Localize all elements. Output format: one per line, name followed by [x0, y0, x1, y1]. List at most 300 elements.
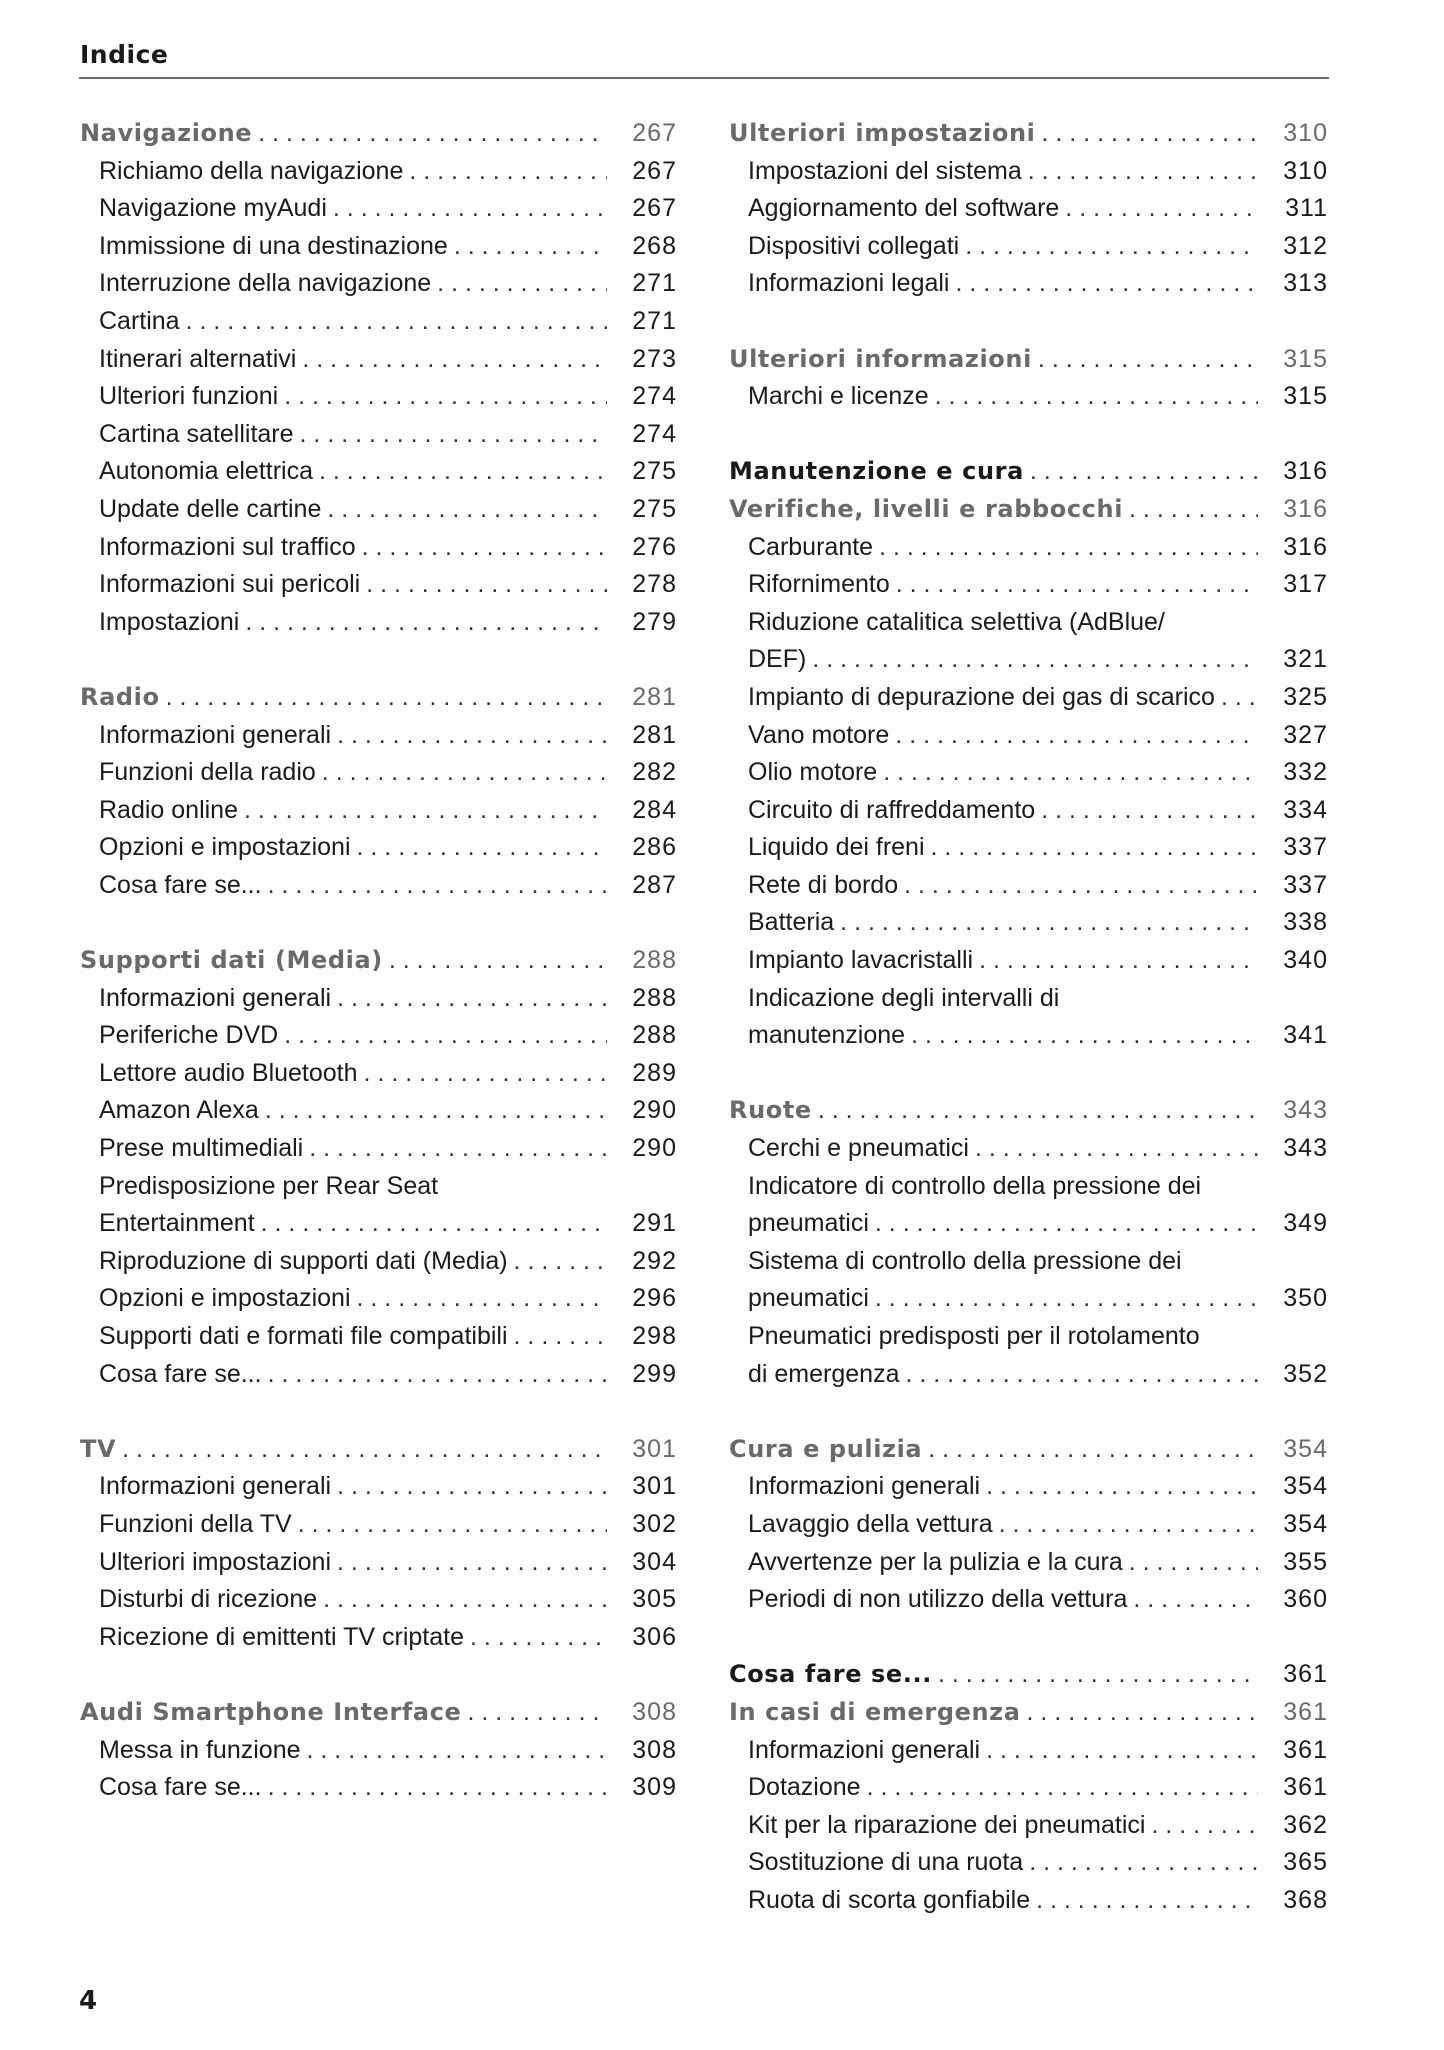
- toc-entry[interactable]: [729, 1468, 1328, 1506]
- toc-entry[interactable]: [80, 1168, 677, 1243]
- dot-leader: [364, 1055, 607, 1093]
- dot-leader: [302, 341, 607, 379]
- toc-entry-label: Lettore audio Bluetooth: [99, 1058, 358, 1087]
- toc-entry-label: Opzioni e impostazioni: [99, 1284, 351, 1313]
- dot-leader: [470, 1619, 607, 1657]
- toc-page-number: 337: [1283, 870, 1328, 899]
- dot-leader: [333, 190, 607, 228]
- toc-entry[interactable]: [729, 1807, 1328, 1845]
- dot-leader: [999, 1506, 1258, 1544]
- toc-entry-label-line1: Sistema di controllo della pressione dei: [748, 1246, 1182, 1275]
- toc-spacer: [80, 1656, 677, 1694]
- toc-page-number: 290: [632, 1134, 677, 1163]
- toc-entry[interactable]: [80, 1055, 677, 1093]
- toc-section-heading[interactable]: [80, 1431, 677, 1469]
- toc-entry-label: Supporti dati e formati file compatibili: [99, 1322, 508, 1350]
- dot-leader: [322, 754, 607, 792]
- toc-entry-label: Informazioni sui pericoli: [99, 570, 361, 599]
- toc-entry[interactable]: [729, 942, 1328, 980]
- toc-page-number: 275: [632, 457, 677, 486]
- dot-leader: [905, 1356, 1258, 1394]
- toc-spacer: [729, 1055, 1328, 1093]
- dot-leader: [309, 1130, 607, 1168]
- toc-entry[interactable]: [729, 1844, 1328, 1882]
- toc-entry-label: Messa in funzione: [99, 1735, 301, 1764]
- toc-entry-label: Interruzione della navigazione: [99, 269, 432, 298]
- toc-page-number: 365: [1283, 1848, 1328, 1877]
- toc-entry-label: Marchi e licenze: [748, 382, 929, 411]
- toc-spacer: [729, 416, 1328, 454]
- toc-entry[interactable]: [729, 529, 1328, 567]
- toc-left-column: [80, 115, 677, 1807]
- toc-page-number: 279: [632, 607, 677, 636]
- toc-page-number: 282: [632, 758, 677, 787]
- dot-leader: [454, 228, 607, 266]
- toc-entry[interactable]: [80, 1468, 677, 1506]
- toc-entry-label: Circuito di raffreddamento: [748, 795, 1036, 824]
- dot-leader: [840, 904, 1258, 942]
- toc-page-number: 361: [1283, 1660, 1328, 1689]
- toc-entry[interactable]: [80, 1356, 677, 1394]
- dot-leader: [1029, 1844, 1258, 1882]
- dot-leader: [323, 1581, 607, 1619]
- toc-entry[interactable]: [80, 265, 677, 303]
- toc-entry-label: Itinerari alternativi: [99, 344, 297, 373]
- toc-page-number: 321: [1283, 645, 1328, 674]
- toc-entry-label: DEF): [748, 645, 807, 674]
- toc-page-number: 278: [632, 570, 677, 599]
- toc-heading-label: Ruote: [729, 1096, 812, 1125]
- toc-entry[interactable]: [729, 604, 1328, 679]
- toc-page-number: 308: [632, 1697, 677, 1726]
- toc-entry[interactable]: [80, 792, 677, 830]
- dot-leader: [327, 491, 607, 529]
- toc-entry-label: Radio online: [99, 795, 238, 824]
- toc-page-number: 296: [632, 1284, 677, 1313]
- toc-entry[interactable]: [80, 1130, 677, 1168]
- toc-entry-label: Dispositivi collegati: [748, 231, 960, 260]
- dot-leader: [928, 1431, 1258, 1469]
- dot-leader: [261, 1205, 607, 1243]
- dot-leader: [362, 529, 607, 567]
- toc-entry[interactable]: [80, 416, 677, 454]
- toc-entry[interactable]: [729, 980, 1328, 1055]
- toc-page-number: 288: [632, 983, 677, 1012]
- toc-entry-label: Amazon Alexa: [99, 1096, 259, 1125]
- toc-entry-label: Informazioni sul traffico: [99, 532, 356, 561]
- toc-entry-label: Update delle cartine: [99, 494, 322, 523]
- toc-page-number: 298: [632, 1322, 677, 1350]
- toc-entry-label: Entertainment: [99, 1209, 255, 1238]
- dot-leader: [268, 1769, 607, 1807]
- toc-entry[interactable]: [729, 265, 1328, 303]
- toc-entry-label: Impianto di depurazione dei gas di scarico: [748, 682, 1215, 711]
- toc-entry-label: Vano motore: [748, 720, 890, 749]
- toc-entry[interactable]: [729, 1882, 1328, 1920]
- toc-entry[interactable]: [80, 566, 677, 604]
- dot-leader: [867, 1769, 1258, 1807]
- toc-entry[interactable]: [80, 491, 677, 529]
- dot-leader: [319, 453, 607, 491]
- dot-leader: [931, 829, 1258, 867]
- dot-leader: [956, 265, 1259, 303]
- toc-entry-label-line1: Indicazione degli intervalli di: [748, 983, 1060, 1012]
- toc-page-number: 315: [1283, 344, 1328, 373]
- toc-spacer: [729, 1619, 1328, 1657]
- dot-leader: [1041, 792, 1258, 830]
- toc-page-number: 305: [632, 1585, 677, 1614]
- toc-entry[interactable]: [80, 1581, 677, 1619]
- toc-entry[interactable]: [729, 566, 1328, 604]
- toc-page-number: 337: [1283, 833, 1328, 862]
- toc-entry-label-line1: Pneumatici predisposti per il rotolamento: [748, 1322, 1200, 1350]
- toc-entry[interactable]: [80, 190, 677, 228]
- toc-page-number: 311: [1285, 194, 1328, 223]
- toc-entry-label: Periodi di non utilizzo della vettura: [748, 1585, 1128, 1614]
- toc-entry-label: Impianto lavacristalli: [748, 946, 974, 975]
- dot-leader: [337, 1544, 607, 1582]
- toc-page-number: 315: [1283, 382, 1328, 411]
- toc-entry[interactable]: [80, 1769, 677, 1807]
- toc-spacer: [80, 904, 677, 942]
- toc-page-number: 313: [1283, 269, 1328, 298]
- dot-leader: [357, 1280, 607, 1318]
- toc-entry[interactable]: [80, 1544, 677, 1582]
- dot-leader: [389, 942, 607, 980]
- toc-page-number: 299: [632, 1359, 677, 1388]
- toc-section-heading[interactable]: [729, 1656, 1328, 1694]
- page-title: Indice: [80, 40, 169, 69]
- toc-entry-label: Riproduzione di supporti dati (Media): [99, 1246, 508, 1275]
- dot-leader: [258, 115, 607, 153]
- toc-page-number: 354: [1283, 1472, 1328, 1501]
- toc-section-heading[interactable]: [729, 453, 1328, 491]
- toc-page-number: 274: [632, 419, 677, 448]
- toc-page-number: 317: [1283, 570, 1328, 599]
- toc-entry-label: Cartina satellitare: [99, 419, 294, 448]
- dot-leader: [812, 641, 1258, 679]
- toc-entry-label: Disturbi di ricezione: [99, 1585, 318, 1614]
- toc-section-heading[interactable]: [729, 1092, 1328, 1130]
- toc-page-number: 309: [632, 1773, 677, 1802]
- toc-page-number: 350: [1283, 1284, 1328, 1313]
- toc-entry-label: Navigazione myAudi: [99, 194, 327, 223]
- toc-page-number: 361: [1283, 1735, 1328, 1764]
- toc-entry[interactable]: [729, 1318, 1328, 1393]
- toc-page-number: 325: [1283, 682, 1328, 711]
- toc-page-number: 343: [1283, 1134, 1328, 1163]
- toc-entry-label: Batteria: [748, 908, 835, 937]
- toc-entry-label: Richiamo della navigazione: [99, 156, 404, 185]
- toc-entry[interactable]: [729, 829, 1328, 867]
- dot-leader: [409, 153, 607, 191]
- toc-page-number: 354: [1283, 1434, 1328, 1463]
- toc-heading-label: Navigazione: [80, 119, 253, 147]
- dot-leader: [437, 265, 607, 303]
- toc-entry[interactable]: [80, 1092, 677, 1130]
- toc-section-heading[interactable]: [729, 491, 1328, 529]
- toc-entry[interactable]: [729, 1130, 1328, 1168]
- dot-leader: [1030, 453, 1258, 491]
- dot-leader: [904, 867, 1258, 905]
- toc-page-number: 267: [632, 194, 677, 223]
- toc-entry[interactable]: [80, 980, 677, 1018]
- toc-page-number: 267: [632, 119, 677, 147]
- toc-page-number: 273: [632, 344, 677, 373]
- toc-page-number: 267: [632, 156, 677, 185]
- dot-leader: [1036, 1882, 1258, 1920]
- toc-section-heading[interactable]: [80, 115, 677, 153]
- toc-entry-label: Prese multimediali: [99, 1134, 304, 1163]
- dot-leader: [337, 1468, 607, 1506]
- toc-heading-label: Ulteriori impostazioni: [729, 119, 1036, 147]
- toc-entry[interactable]: [80, 153, 677, 191]
- toc-page-number: 304: [632, 1547, 677, 1576]
- toc-page-number: 349: [1283, 1209, 1328, 1238]
- toc-section-heading[interactable]: [729, 1431, 1328, 1469]
- toc-entry-label: manutenzione: [748, 1021, 906, 1050]
- toc-entry-label: pneumatici: [748, 1209, 869, 1238]
- toc-heading-label: Audi Smartphone Interface: [80, 1697, 462, 1726]
- toc-entry[interactable]: [729, 228, 1328, 266]
- toc-entry-label: Autonomia elettrica: [99, 457, 314, 486]
- dot-leader: [186, 303, 607, 341]
- toc-entry[interactable]: [80, 1243, 677, 1281]
- toc-heading-label: Ulteriori informazioni: [729, 344, 1032, 373]
- dot-leader: [938, 1656, 1258, 1694]
- dot-leader: [268, 867, 607, 905]
- toc-entry[interactable]: [729, 190, 1328, 228]
- toc-page-number: 354: [1283, 1509, 1328, 1538]
- dot-leader: [307, 1732, 607, 1770]
- toc-entry-label: pneumatici: [748, 1284, 869, 1313]
- toc-heading-label: Cosa fare se...: [729, 1660, 932, 1689]
- toc-page-number: 286: [632, 833, 677, 862]
- toc-section-heading[interactable]: [80, 942, 677, 980]
- dot-leader: [965, 228, 1258, 266]
- dot-leader: [337, 717, 607, 755]
- dot-leader: [935, 378, 1258, 416]
- toc-page-number: 289: [632, 1058, 677, 1087]
- toc-right-column: [729, 115, 1328, 1920]
- toc-entry-label: Rete di bordo: [748, 870, 899, 899]
- toc-section-heading[interactable]: [729, 1694, 1328, 1732]
- toc-heading-label: Supporti dati (Media): [80, 946, 383, 975]
- toc-entry-label: Dotazione: [748, 1773, 861, 1802]
- toc-page-number: 312: [1283, 231, 1328, 260]
- toc-entry[interactable]: [80, 604, 677, 642]
- dot-leader: [300, 416, 607, 454]
- toc-entry-label: Lavaggio della vettura: [748, 1509, 993, 1538]
- toc-section-heading[interactable]: [80, 679, 677, 717]
- toc-entry[interactable]: [80, 1619, 677, 1657]
- toc-entry[interactable]: [729, 1769, 1328, 1807]
- toc-entry[interactable]: [729, 679, 1328, 717]
- toc-entry[interactable]: [80, 754, 677, 792]
- toc-heading-label: Verifiche, livelli e rabbocchi: [729, 494, 1124, 523]
- dot-leader: [245, 604, 607, 642]
- toc-entry-label: Immissione di una destinazione: [99, 231, 448, 260]
- toc-entry[interactable]: [729, 1168, 1328, 1243]
- dot-leader: [975, 1130, 1258, 1168]
- toc-entry-label: Ruota di scorta gonfiabile: [748, 1885, 1031, 1914]
- toc-entry[interactable]: [80, 341, 677, 379]
- toc-entry[interactable]: [729, 867, 1328, 905]
- toc-page-number: 316: [1283, 494, 1328, 523]
- dot-leader: [1151, 1807, 1258, 1845]
- dot-leader: [1129, 491, 1258, 529]
- toc-page-number: 362: [1283, 1810, 1328, 1839]
- toc-page-number: 274: [632, 382, 677, 411]
- toc-entry-label: Ulteriori funzioni: [99, 382, 279, 411]
- toc-entry[interactable]: [729, 717, 1328, 755]
- toc-page-number: 334: [1283, 795, 1328, 824]
- toc-page-number: 316: [1283, 457, 1328, 486]
- toc-page-number: 302: [632, 1509, 677, 1538]
- toc-page-number: 292: [632, 1246, 677, 1275]
- toc-entry-label: Ulteriori impostazioni: [99, 1547, 332, 1576]
- toc-entry[interactable]: [80, 1506, 677, 1544]
- dot-leader: [986, 1468, 1258, 1506]
- toc-entry[interactable]: [80, 717, 677, 755]
- toc-entry[interactable]: [729, 1506, 1328, 1544]
- dot-leader: [875, 1205, 1258, 1243]
- toc-entry[interactable]: [729, 153, 1328, 191]
- dot-leader: [166, 679, 607, 717]
- toc-page-number: 268: [632, 231, 677, 260]
- toc-entry-label: Liquido dei freni: [748, 833, 925, 862]
- toc-entry-label: Informazioni generali: [748, 1735, 981, 1764]
- toc-entry-label: Informazioni generali: [99, 1472, 332, 1501]
- toc-entry-label: Olio motore: [748, 758, 878, 787]
- toc-entry-label: Informazioni generali: [99, 983, 332, 1012]
- toc-heading-label: TV: [80, 1434, 117, 1463]
- dot-leader: [265, 1092, 607, 1130]
- dot-leader: [514, 1318, 607, 1356]
- toc-entry[interactable]: [80, 1280, 677, 1318]
- toc-page-number: 361: [1283, 1697, 1328, 1726]
- toc-page-number: 271: [632, 269, 677, 298]
- toc-page-number: 301: [632, 1472, 677, 1501]
- dot-leader: [1221, 679, 1258, 717]
- toc-entry[interactable]: [80, 453, 677, 491]
- toc-entry[interactable]: [80, 303, 677, 341]
- toc-spacer: [729, 1393, 1328, 1431]
- dot-leader: [1042, 115, 1259, 153]
- toc-entry[interactable]: [80, 829, 677, 867]
- toc-section-heading[interactable]: [80, 1694, 677, 1732]
- toc-entry[interactable]: [729, 1544, 1328, 1582]
- toc-entry[interactable]: [80, 529, 677, 567]
- toc-page-number: 271: [632, 306, 677, 335]
- dot-leader: [883, 754, 1258, 792]
- toc-entry[interactable]: [729, 792, 1328, 830]
- toc-entry-label-line1: Indicatore di controllo della pressione dei: [748, 1171, 1202, 1200]
- toc-page-number: 275: [632, 494, 677, 523]
- toc-page-number: 306: [632, 1622, 677, 1651]
- toc-entry[interactable]: [729, 1732, 1328, 1770]
- toc-entry[interactable]: [80, 378, 677, 416]
- toc-entry-label-line1: Predisposizione per Rear Seat: [99, 1171, 439, 1200]
- toc-entry-label: Kit per la riparazione dei pneumatici: [748, 1810, 1146, 1839]
- toc-entry[interactable]: [80, 1318, 677, 1356]
- toc-page-number: 327: [1283, 720, 1328, 749]
- toc-entry-label: Sostituzione di una ruota: [748, 1848, 1024, 1877]
- toc-entry[interactable]: [729, 1243, 1328, 1318]
- toc-entry-label: Aggiornamento del software: [748, 194, 1060, 223]
- toc-entry[interactable]: [80, 867, 677, 905]
- toc-page-number: 361: [1283, 1773, 1328, 1802]
- toc-page-number: 276: [632, 532, 677, 561]
- toc-page-number: 287: [632, 870, 677, 899]
- toc-entry-label: Ricezione di emittenti TV criptate: [99, 1622, 464, 1651]
- dot-leader: [467, 1694, 607, 1732]
- dot-leader: [818, 1092, 1258, 1130]
- toc-section-heading[interactable]: [729, 341, 1328, 379]
- toc-entry[interactable]: [80, 228, 677, 266]
- toc-spacer: [80, 641, 677, 679]
- toc-entry-label: Informazioni generali: [99, 720, 332, 749]
- header-divider: [79, 77, 1329, 79]
- toc-page-number: 284: [632, 795, 677, 824]
- toc-page-number: 310: [1283, 119, 1328, 147]
- toc-entry[interactable]: [80, 1732, 677, 1770]
- toc-page-number: 291: [632, 1209, 677, 1238]
- toc-entry[interactable]: [729, 904, 1328, 942]
- dot-leader: [1065, 190, 1258, 228]
- page-number: 4: [79, 1986, 98, 2016]
- dot-leader: [122, 1431, 607, 1469]
- toc-page-number: 352: [1283, 1359, 1328, 1388]
- toc-entry[interactable]: [80, 1017, 677, 1055]
- toc-entry[interactable]: [729, 1581, 1328, 1619]
- toc-heading-label: Manutenzione e cura: [729, 457, 1024, 486]
- toc-page-number: 340: [1283, 946, 1328, 975]
- toc-section-heading[interactable]: [729, 115, 1328, 153]
- dot-leader: [895, 717, 1258, 755]
- toc-entry-label: Periferiche DVD: [99, 1021, 279, 1050]
- dot-leader: [337, 980, 607, 1018]
- toc-entry[interactable]: [729, 754, 1328, 792]
- toc-entry-label: Carburante: [748, 532, 874, 561]
- toc-entry-label: Opzioni e impostazioni: [99, 833, 351, 862]
- toc-entry-label: Cosa fare se...: [99, 1359, 262, 1388]
- toc-page-number: 332: [1283, 758, 1328, 787]
- toc-spacer: [80, 1393, 677, 1431]
- toc-spacer: [729, 303, 1328, 341]
- dot-leader: [268, 1356, 607, 1394]
- toc-entry-label: Funzioni della TV: [99, 1509, 292, 1538]
- dot-leader: [366, 566, 607, 604]
- toc-entry-label: Impostazioni del sistema: [748, 156, 1022, 185]
- toc-entry[interactable]: [729, 378, 1328, 416]
- toc-page-number: 281: [632, 720, 677, 749]
- dot-leader: [514, 1243, 607, 1281]
- dot-leader: [357, 829, 607, 867]
- dot-leader: [911, 1017, 1258, 1055]
- toc-entry-label: Cosa fare se...: [99, 1773, 262, 1802]
- toc-heading-label: Cura e pulizia: [729, 1434, 923, 1463]
- toc-page-number: 355: [1283, 1547, 1328, 1576]
- dot-leader: [1129, 1544, 1258, 1582]
- dot-leader: [284, 1017, 607, 1055]
- dot-leader: [979, 942, 1258, 980]
- dot-leader: [896, 566, 1258, 604]
- toc-entry-label-line1: Riduzione catalitica selettiva (AdBlue/: [748, 607, 1165, 636]
- dot-leader: [1028, 153, 1258, 191]
- toc-entry-label: di emergenza: [748, 1359, 900, 1388]
- toc-page-number: 341: [1283, 1021, 1328, 1050]
